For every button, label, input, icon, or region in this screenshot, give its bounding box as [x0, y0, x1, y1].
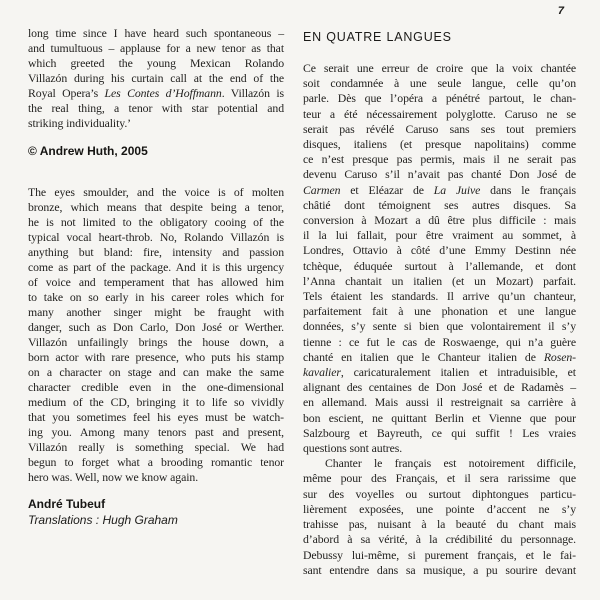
text-line: lièrement exposées, une pointe d’accent ne s’y [303, 501, 576, 516]
text-line: l’Anna chantait un italien (et un Mozart) parfait. [303, 273, 576, 288]
text-line: ing you. Among many tenors past and present, [28, 425, 284, 439]
text-line: soit condamnée à une seule langue, celle qu’on [303, 76, 576, 91]
text-line: he is not limited to the obligatory cooing of the [28, 215, 284, 229]
text-line: en allemand. Mais aussi il restreignait sa carrière à [303, 395, 576, 410]
text-line: même pour des Français, et il sera rarissime que [303, 471, 576, 486]
text-line: bon escient, ne quittant Berlin et Vienne que pour [303, 410, 576, 425]
text-line: sur des voyelles ou surtout diphtongues particu- [303, 486, 576, 501]
text-line: sant entendre dans sa musique, a pu sourire devant [303, 562, 576, 577]
text-line: begun to forget what a brooding romantic tenor [28, 455, 284, 469]
author-name: André Tubeuf [28, 497, 106, 511]
text-line: Royal Opera’s Les Contes d’Hoffmann. Villazón is [28, 86, 284, 100]
text-line: il la lui fallait, pour être vraiment au sommet, à [303, 228, 576, 243]
translations-credit: Translations : Hugh Graham [28, 513, 178, 527]
section-heading: EN QUATRE LANGUES [303, 30, 452, 44]
text-line: trahisse pas, nuisant à la beauté du chant mais [303, 517, 576, 532]
text-line: many another singer might be fraught with [28, 305, 284, 319]
text-line: Londres, Ottavio à côté d’une Emmy Destinn née [303, 243, 576, 258]
left-column [28, 26, 284, 528]
text-line: Villazón unfailingly brings the house down, a [28, 335, 284, 349]
text-line: teur a été nécessairement polyglotte. Caruso ne se [303, 106, 576, 121]
text-line: Tels étaient les standards. Il arrive qu’un chanteur, [303, 289, 576, 304]
french-paragraph-2 [303, 456, 576, 578]
french-paragraph-1 [303, 61, 576, 456]
text-line: parle. Dès que l’opéra a pénétré partout, le chan- [303, 91, 576, 106]
text-line: typical vocal heart-throb. No, Rolando Villazón is [28, 230, 284, 244]
text-line: Carmen et Eléazar de La Juive dans le français [303, 182, 576, 197]
main-paragraph [28, 185, 284, 485]
text-line: on a character on stage and can make the same [28, 365, 284, 379]
text-line: Ce serait une erreur de croire que la voix chantée [303, 61, 576, 75]
text-line: Villazón really is something special. We had [28, 440, 284, 454]
text-line: tchèque, éduquée surtout à l’allemande, et dont [303, 258, 576, 273]
right-column [303, 30, 576, 578]
text-line: ce n’est presque pas permis, mais il ne serait pas [303, 152, 576, 167]
text-line: kavalier, caricaturalement italien et intraduisible, et [303, 365, 576, 380]
text-line: the real thing, a tenor with star potential and [28, 101, 284, 115]
text-line: Chanter le français est notoirement difficile, [325, 456, 576, 471]
text-line: anything but bland: fire, intensity and passion [28, 245, 284, 259]
text-line: d’abord à sa vérité, à la crédibilité du personnage. [303, 532, 576, 547]
page-number: 7 [557, 5, 564, 17]
text-line: character credible even in the one-dimensional [28, 380, 284, 394]
text-line: questions sont autres. [303, 441, 403, 456]
text-line: born actor with rare presence, who puts his stamp [28, 350, 284, 364]
text-line: bronze, which means that despite being a tenor, [28, 200, 284, 214]
text-line: tienne : ce fut le cas de Roswaenge, qui n’a guère [303, 334, 576, 349]
text-line: of voice and temperament that has allowed him [28, 275, 284, 289]
text-line: long time since I have heard such spontaneous – [28, 26, 284, 40]
text-line: données, s’y sente si bien que volontairement il s’y [303, 319, 576, 334]
text-line: parfaitement fait à une phonation et une langue [303, 304, 576, 319]
text-line: The eyes smoulder, and the voice is of molten [28, 185, 284, 199]
text-line: striking individuality.’ [28, 116, 132, 130]
text-line: disques, italiens (et presque napolitains) comme [303, 137, 576, 152]
text-line: conversion à Mozart a dû être plus difficile : mais [303, 213, 576, 228]
text-line: devenu Caruso s’il n’avait pas chanté Don José de [303, 167, 576, 182]
text-line: chanté en italien que le Chanteur italien de Rosen- [303, 349, 576, 364]
quote-credit: © Andrew Huth, 2005 [28, 144, 148, 158]
text-line: medium of the CD, bringing it to life so vividly [28, 395, 284, 409]
text-line: serait pas révélé Caruso sans ses tout premiers [303, 121, 576, 136]
text-line: châtié dont témoignent ses autres disques. Sa [303, 197, 576, 212]
text-line: Villazón during his curtain call at the end of the [28, 71, 284, 85]
text-line: hero was. Well, now we know again. [28, 470, 199, 484]
text-line: to take on so early in his career roles which for [28, 290, 284, 304]
text-line: alignant des centaines de Don José et de Radamès – [303, 380, 576, 395]
text-line: danger, such as Don Carlo, Don José or Werther. [28, 320, 284, 334]
quote-paragraph [28, 26, 284, 131]
text-line: Salzbourg et Bayreuth, ce qui suffit ! Les vraies [303, 425, 576, 440]
text-line: Debussy lui-même, si purement français, et le fai- [303, 547, 576, 562]
text-line: which greeted the young Mexican Rolando [28, 56, 284, 70]
text-line: that you sometimes feel his eyes must be watch- [28, 410, 284, 424]
text-line: and tumultuous – applause for a new tenor as that [28, 41, 284, 55]
text-line: come as part of the package. And it is this urgency [28, 260, 284, 274]
